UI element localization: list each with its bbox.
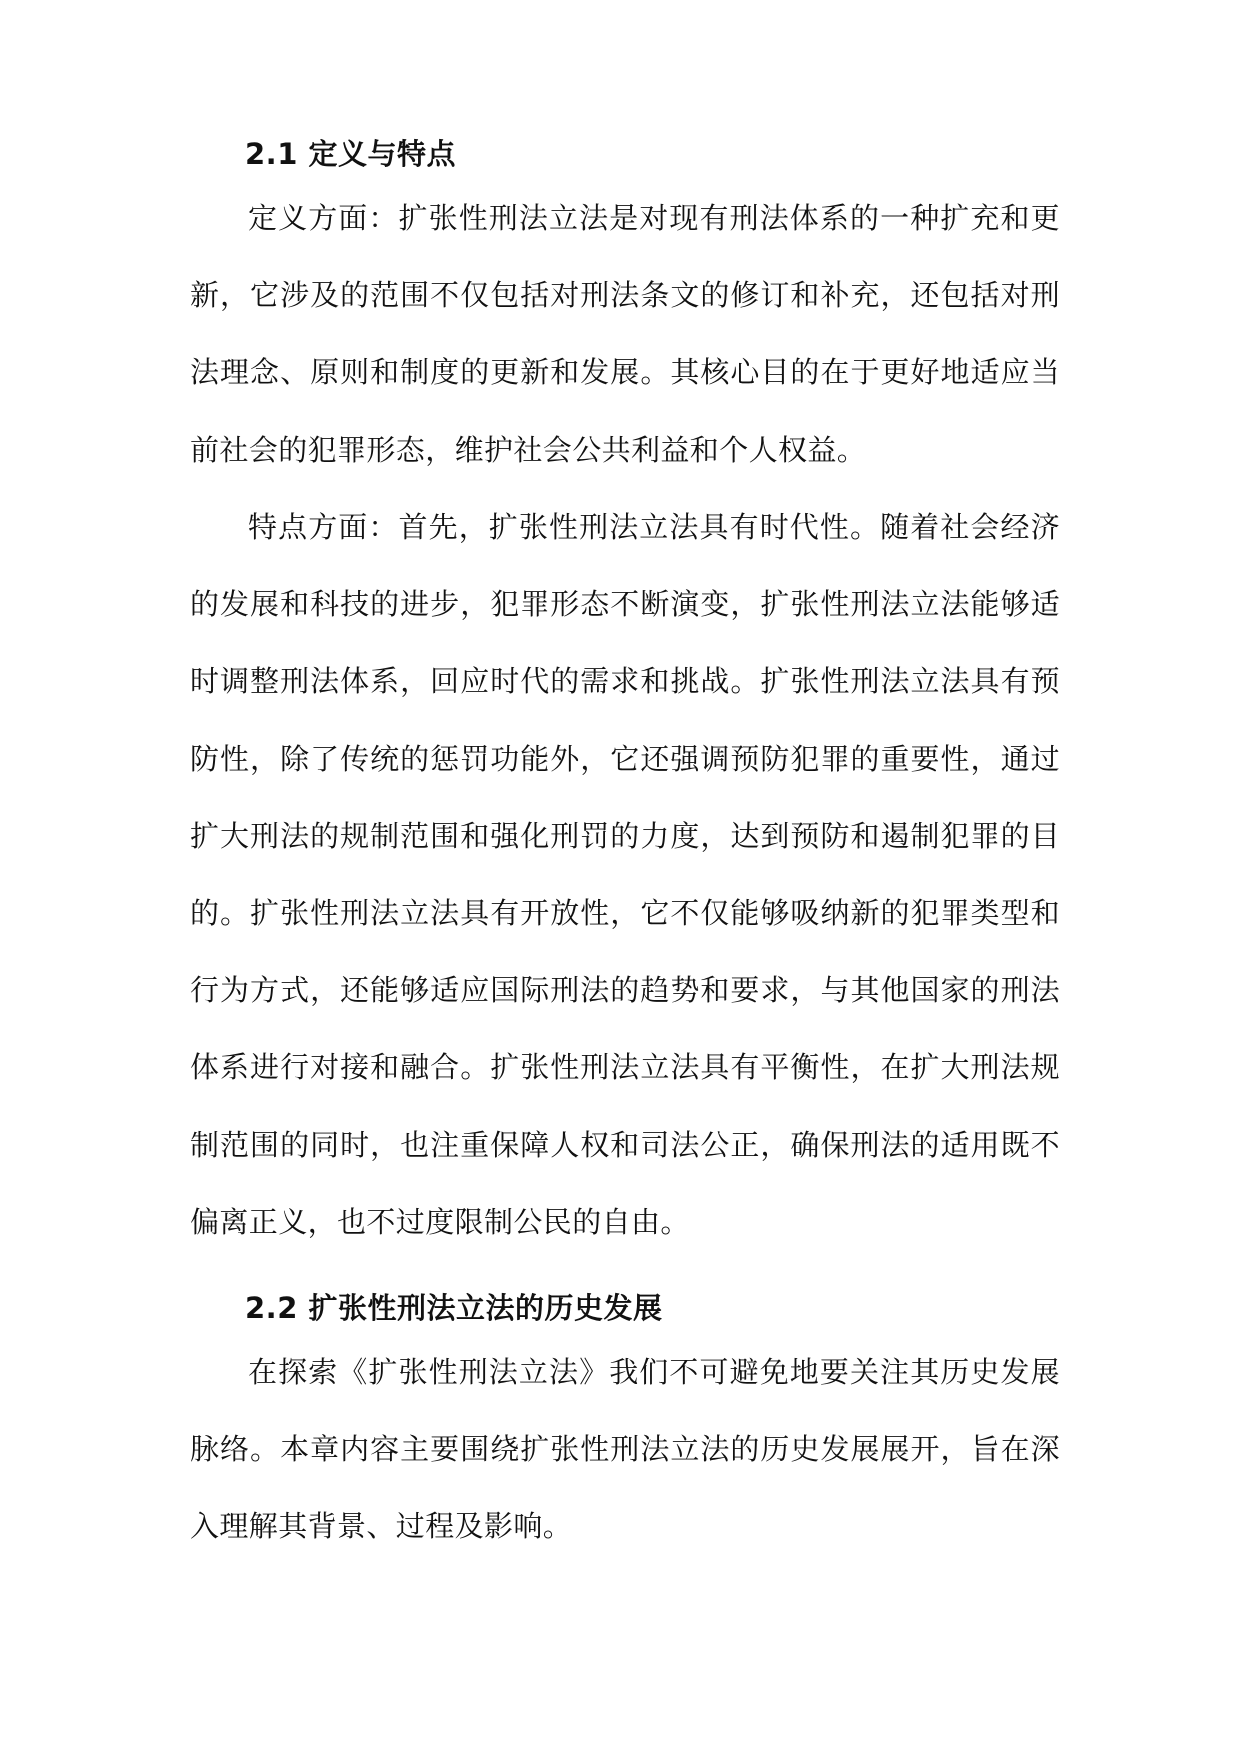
paragraph-features: 特点方面：首先，扩张性刑法立法具有时代性。随着社会经济的发展和科技的进步，犯罪形态不断演变，扩张性刑法立法能够适时调整刑法体系，回应时代的需求和挑战。扩张性刑法立法具有预防性，除了传统的惩罚功能外，它还强调预防犯罪的重要性，通过扩大刑法的规制范围和强化刑罚的力度，达到预防和遏制犯罪的目的。扩张性刑法立法具有开放性，它不仅能够吸纳新的犯罪类型和行为方式，还能够适应国际刑法的趋势和要求，与其他国家的刑法体系进行对接和融合。扩张性刑法立法具有平衡性，在扩大刑法规制范围的同时，也注重保障人权和司法公正，确保刑法的适用既不偏离正义，也不过度限制公民的自由。 bbox=[190, 510, 1060, 1239]
paragraph-history-intro: 在探索《扩张性刑法立法》我们不可避免地要关注其历史发展脉络。本章内容主要围绕扩张性刑法立法的历史发展展开，旨在深入理解其背景、过程及影响。 bbox=[190, 1355, 1060, 1544]
section-heading-2-1: 2.1 定义与特点 bbox=[245, 137, 456, 171]
paragraph-definition: 定义方面：扩张性刑法立法是对现有刑法体系的一种扩充和更新，它涉及的范围不仅包括对刑法条文的修订和补充，还包括对刑法理念、原则和制度的更新和发展。其核心目的在于更好地适应当前社会的犯罪形态，维护社会公共利益和个人权益。 bbox=[190, 201, 1060, 467]
section-heading-2-2: 2.2 扩张性刑法立法的历史发展 bbox=[245, 1291, 663, 1325]
